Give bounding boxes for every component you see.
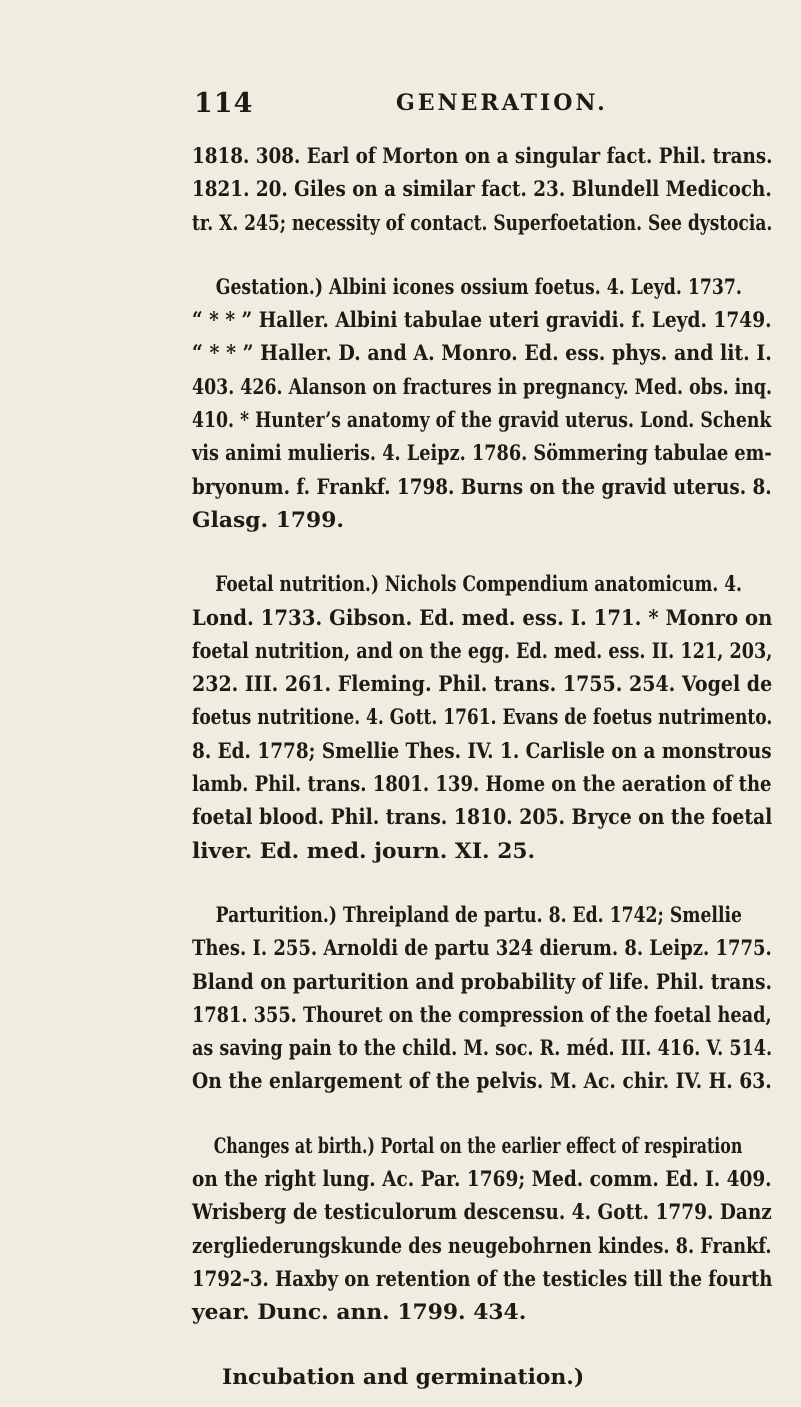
paragraph-parturition [192, 899, 772, 1099]
text-line: foetal blood. Phil. trans. 1810. 205. Bryce on the foetal [192, 805, 773, 831]
text-line: foetal nutrition, and on the egg. Ed. med. ess. II. 121, 203, [192, 638, 773, 664]
text-line: as saving pain to the child. M. soc. R. méd. III. 416. V. 514. [192, 1036, 773, 1062]
page-header [170, 88, 790, 128]
paragraph-foetal-nutrition [192, 568, 772, 868]
paragraph-gestation [192, 271, 772, 537]
page-body [192, 140, 772, 1394]
text-line: Incubation and germination.) [222, 1364, 585, 1390]
page-number: 114 [194, 88, 254, 119]
text-line: 403. 426. Alanson on fractures in pregnancy. Med. obs. inq. [192, 374, 773, 400]
text-line: “ * * ” Haller. D. and A. Monro. Ed. ess. phys. and lit. I. [192, 341, 772, 367]
text-line: Thes. I. 255. Arnoldi de partu 324 dierum. 8. Leipz. 1775. [192, 936, 772, 962]
text-line: liver. Ed. med. journ. XI. 25. [192, 838, 536, 864]
text-line: bryonum. f. Frankf. 1798. Burns on the gravid uterus. 8. [192, 474, 772, 500]
text-line: Lond. 1733. Gibson. Ed. med. ess. I. 171. * Monro on [192, 605, 773, 631]
text-line: zergliederungskunde des neugebohrnen kindes. 8. Frankf. [192, 1233, 772, 1259]
text-line: Glasg. 1799. [192, 507, 344, 533]
text-line: 410. * Hunter’s anatomy of the gravid uterus. Lond. Schenk [192, 408, 772, 434]
text-line: Parturition.) Threipland de partu. 8. Ed. 1742; Smellie [215, 902, 742, 928]
text-line: 1792-3. Haxby on retention of the testicles till the fourth [192, 1266, 773, 1292]
text-line: on the right lung. Ac. Par. 1769; Med. comm. Ed. I. 409. [192, 1167, 772, 1193]
text-line: Changes at birth.) Portal on the earlier effect of respiration [213, 1133, 743, 1159]
text-line: 8. Ed. 1778; Smellie Thes. IV. 1. Carlisle on a monstrous [192, 738, 772, 764]
text-line: lamb. Phil. trans. 1801. 139. Home on the aeration of the [192, 772, 772, 798]
text-line: 1781. 355. Thouret on the compression of the foetal head, [192, 1002, 772, 1028]
paragraph-changes-at-birth [192, 1130, 772, 1330]
text-line: foetus nutritione. 4. Gott. 1761. Evans de foetus nutrimento. [192, 705, 773, 731]
text-line: vis animi mulieris. 4. Leipz. 1786. Sömmering tabulae em- [192, 441, 772, 467]
text-line: “ * * ” Haller. Albini tabulae uteri gravidi. f. Leyd. 1749. [192, 308, 772, 334]
text-line: 1818. 308. Earl of Morton on a singular fact. Phil. trans. [192, 144, 773, 169]
text-line: Bland on parturition and probability of life. Phil. trans. [192, 969, 773, 995]
running-title: GENERATION. [396, 90, 608, 116]
text-line: Gestation.) Albini icones ossium foetus. 4. Leyd. 1737. [215, 274, 742, 300]
text-line: On the enlargement of the pelvis. M. Ac. chir. IV. H. 63. [192, 1069, 772, 1095]
paragraph-superfoetation [192, 140, 772, 240]
text-line: Foetal nutrition.) Nichols Compendium anatomicum. 4. [215, 572, 742, 598]
text-line: 1821. 20. Giles on a similar fact. 23. Blundell Medicoch. [192, 177, 772, 203]
text-line: year. Dunc. ann. 1799. 434. [192, 1300, 527, 1326]
text-line: tr. X. 245; necessity of contact. Superfoetation. See dystocia. [192, 210, 773, 236]
text-line: 232. III. 261. Fleming. Phil. trans. 1755. 254. Vogel de [192, 672, 773, 698]
text-line: Wrisberg de testiculorum descensu. 4. Gott. 1779. Danz [192, 1200, 772, 1226]
paragraph-incubation [192, 1361, 772, 1394]
